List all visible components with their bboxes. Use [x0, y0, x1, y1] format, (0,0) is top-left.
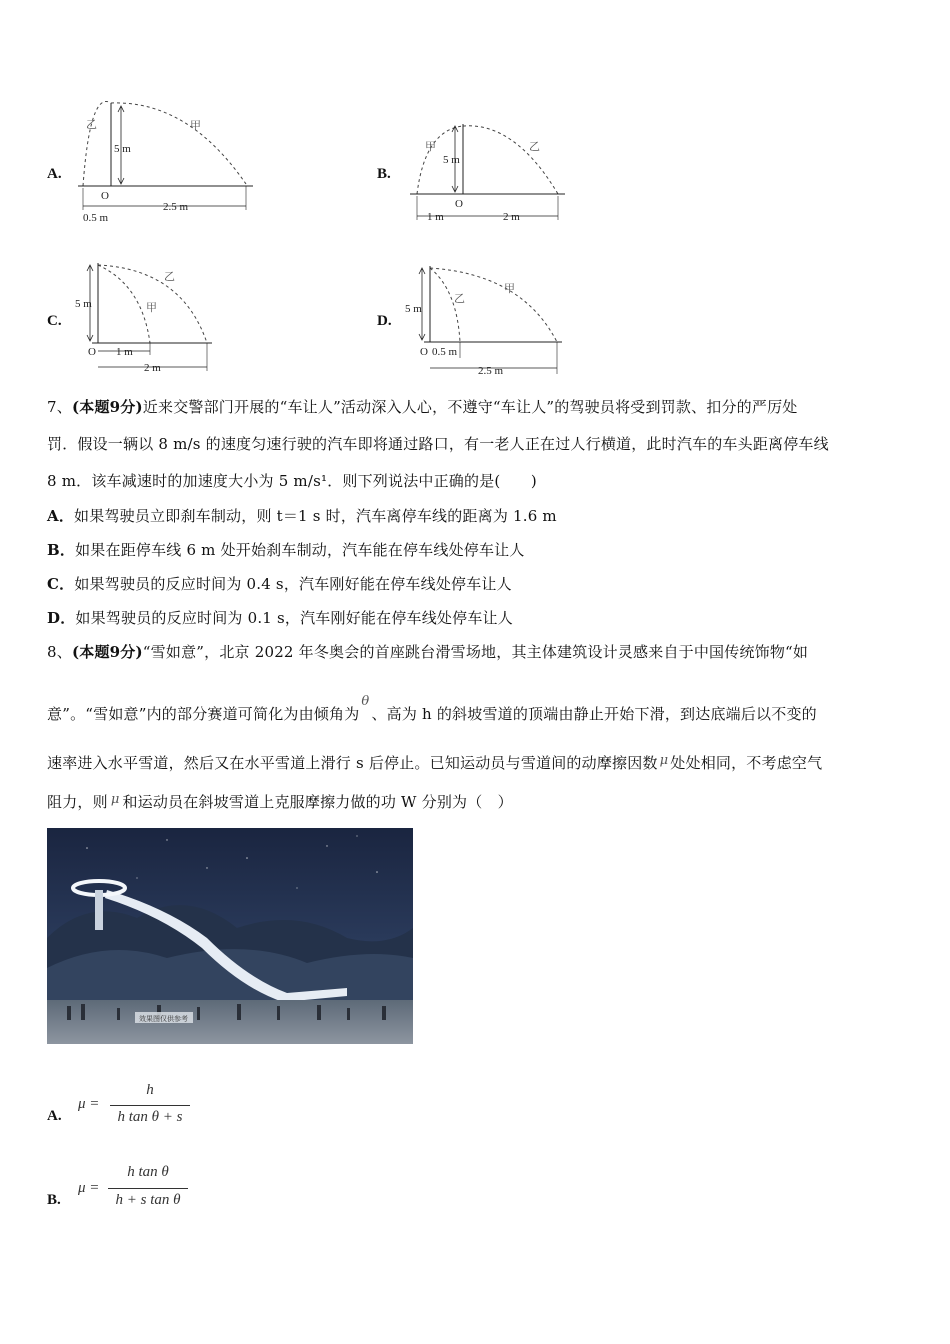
q6-c-outer-curve-label: 乙 — [164, 270, 175, 283]
q6-c-height-label: 5 m — [75, 298, 92, 310]
q8-option-b-denominator: h + s tan θ — [115, 1192, 181, 1208]
q6-d-inner-curve-label: 乙 — [454, 292, 465, 305]
q7-option-a[interactable] — [47, 505, 557, 526]
q8-option-a-numerator: h — [146, 1082, 154, 1098]
q6-b-height-label: 5 m — [443, 154, 460, 166]
q8-tag: (本题9分) — [71, 643, 143, 661]
q6-a-right-dist: 2.5 m — [163, 201, 189, 213]
q8-option-b-fraction-bar — [108, 1188, 188, 1189]
q6-d-dist-1: 0.5 m — [432, 346, 458, 358]
q8-option-b-numerator: h tan θ — [127, 1164, 169, 1180]
q7-number: 7、 — [47, 398, 72, 416]
q6-a-height-label: 5 m — [114, 143, 131, 155]
q8-option-a-label[interactable]: A. — [47, 1108, 62, 1124]
q6-a-curve-left — [83, 101, 111, 186]
q7-option-b-label: B． — [47, 541, 76, 559]
q8-option-b-lhs: μ = — [78, 1180, 100, 1196]
q8-option-a-formula — [78, 1082, 198, 1132]
q6-c-inner-curve-label: 甲 — [146, 301, 157, 314]
q6-option-c-label[interactable]: C. — [47, 313, 62, 329]
q8-stem-text-1: “雪如意”，北京 2022 年冬奥会的首座跳台滑雪场地，其主体建筑设计灵感来自于中国传统饰物“如 — [142, 643, 809, 661]
q8-stem-text-3b: 处处相同，不考虑空气 — [670, 754, 823, 772]
q6-d-origin: O — [420, 346, 428, 358]
q7-option-b[interactable] — [47, 539, 525, 560]
q8-option-a-denominator: h tan θ + s — [117, 1109, 183, 1125]
q6-a-left-dist: 0.5 m — [83, 212, 109, 224]
q6-a-origin: O — [101, 190, 109, 202]
q8-theta-symbol: θ — [361, 694, 370, 709]
q6-option-b-diagram — [405, 120, 575, 230]
q8-stem-line-3 — [47, 752, 822, 773]
q6-b-left-dist: 1 m — [427, 211, 444, 223]
q6-c-dist-2: 2 m — [144, 362, 161, 374]
q6-b-curve-right — [463, 126, 558, 194]
q8-stem-text-2b: 、高为 h 的斜坡雪道的顶端由静止开始下滑，到达底端后以不变的 — [371, 705, 817, 723]
q6-a-right-curve-label: 甲 — [190, 119, 201, 132]
q6-d-curve-inner — [430, 268, 460, 342]
q8-stem-text-2a: 意”。“雪如意”内的部分赛道可简化为由倾角为 — [47, 705, 360, 723]
q6-b-left-curve-label: 甲 — [425, 140, 436, 153]
q6-a-left-curve-label: 乙 — [86, 118, 97, 131]
q8-stem-text-3a: 速率进入水平雪道，然后又在水平雪道上滑行 s 后停止。已知运动员与雪道间的动摩擦因数 — [47, 754, 658, 772]
q8-number: 8、 — [47, 643, 72, 661]
q6-b-right-dist: 2 m — [503, 211, 520, 223]
q6-d-curve-outer — [430, 268, 557, 342]
q8-stem-line-4 — [47, 791, 513, 812]
q7-option-c-label: C． — [47, 575, 75, 593]
ski-jump-photo — [47, 828, 413, 1044]
q7-option-b-text: 如果在距停车线 6 m 处开始刹车制动，汽车能在停车线处停车让人 — [75, 541, 525, 559]
q6-d-dist-2: 2.5 m — [478, 365, 504, 377]
q7-option-d-text: 如果驾驶员的反应时间为 0.1 s，汽车刚好能在停车线处停车让人 — [75, 609, 513, 627]
q6-b-right-curve-label: 乙 — [529, 140, 540, 153]
q7-option-c-text: 如果驾驶员的反应时间为 0.4 s，汽车刚好能在停车线处停车让人 — [74, 575, 512, 593]
q6-d-height-label: 5 m — [405, 303, 422, 315]
q8-stem-line-2 — [47, 694, 817, 724]
q6-option-a-diagram — [78, 98, 258, 228]
q6-option-d-diagram — [402, 260, 567, 380]
q7-stem-line-1 — [47, 396, 797, 417]
q8-option-a-fraction-bar — [110, 1105, 190, 1106]
q8-mu-symbol: μ — [659, 753, 669, 768]
q7-option-d[interactable] — [47, 607, 513, 628]
q7-option-d-label: D． — [47, 609, 76, 627]
q7-stem-line-2: 罚．假设一辆以 8 m/s 的速度匀速行驶的汽车即将通过路口，有一老人正在过人行横道，此时汽车的车头距离停车线 — [47, 435, 829, 453]
q8-option-a-lhs: μ = — [78, 1096, 100, 1112]
q7-option-a-text: 如果驾驶员立即刹车制动，则 t＝1 s 时，汽车离停车线的距离为 1.6 m — [74, 507, 557, 525]
q6-b-origin: O — [455, 198, 463, 210]
q7-stem-text-1: 近来交警部门开展的“车让人”活动深入人心，不遵守“车让人”的驾驶员将受到罚款、扣分的严厉处 — [142, 398, 798, 416]
q6-option-c-diagram — [72, 255, 217, 380]
q8-mu-symbol-2: μ — [110, 792, 120, 807]
q8-stem-text-4b: 和运动员在斜坡雪道上克服摩擦力做的功 W 分别为（ ） — [122, 793, 513, 811]
q6-option-a-label[interactable]: A. — [47, 166, 62, 182]
q7-option-a-label: A． — [47, 507, 75, 525]
q8-stem-line-1 — [47, 641, 808, 662]
q6-c-curve-inner — [98, 265, 150, 343]
q6-option-b-label[interactable]: B. — [377, 166, 391, 182]
q7-stem-line-3: 8 m．该车减速时的加速度大小为 5 m/s¹．则下列说法中正确的是( ) — [47, 472, 537, 490]
photo-caption: 效果图仅供参考 — [139, 1015, 188, 1023]
q8-option-b-label[interactable]: B. — [47, 1192, 61, 1208]
q8-option-b-formula — [78, 1164, 198, 1214]
q6-c-dist-1: 1 m — [116, 346, 133, 358]
q7-option-c[interactable] — [47, 573, 512, 594]
q6-option-d-label[interactable]: D. — [377, 313, 392, 329]
q6-c-origin: O — [88, 346, 96, 358]
q8-stem-text-4a: 阻力，则 — [47, 793, 108, 811]
q6-a-curve-right — [111, 103, 246, 184]
q6-d-outer-curve-label: 甲 — [504, 282, 515, 295]
q7-tag: (本题9分) — [71, 398, 143, 416]
